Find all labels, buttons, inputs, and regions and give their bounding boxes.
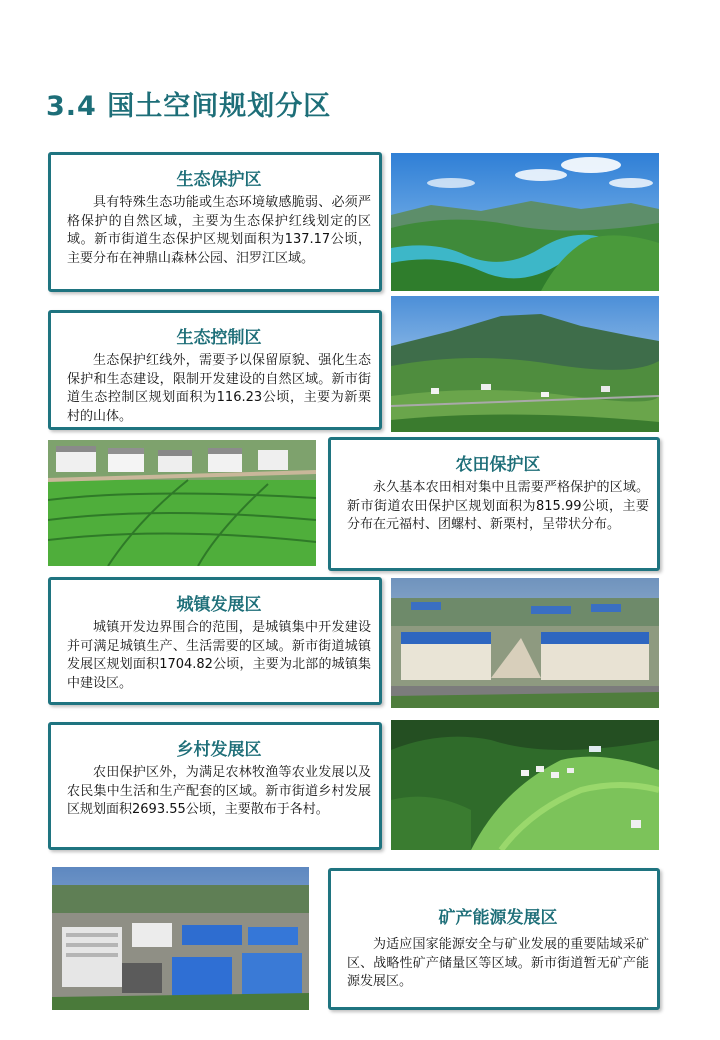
- zone-description: 为适应国家能源安全与矿业发展的重要陆域采矿区、战略性矿产储量区等区域。新市街道暂无矿产能源发展区。: [347, 937, 649, 989]
- zone-heading: 农田保护区: [455, 455, 541, 475]
- zone-card-urban-development: [48, 577, 382, 705]
- zone-heading: 城镇发展区: [176, 595, 262, 615]
- photo-terraced-farmland: [48, 440, 316, 566]
- zone-description: 生态保护红线外，需要予以保留原貌、强化生态保护和生态建设，限制开发建设的自然区域。新市街道生态控制区规划面积为116.23公顷，主要为新栗村的山体。: [67, 353, 371, 424]
- photo-mountain-village: [391, 296, 659, 432]
- zone-card-ecological-control: [48, 310, 382, 430]
- zone-heading: 矿产能源发展区: [438, 908, 558, 928]
- photo-rural-valley: [391, 720, 659, 850]
- page-title: 3.4 国土空间规划分区: [46, 91, 332, 122]
- zone-card-mineral-energy: [328, 868, 660, 1010]
- photo-urban-complex: [391, 578, 659, 708]
- photo-industrial-park: [52, 867, 309, 1010]
- zone-description: 农田保护区外，为满足农林牧渔等农业发展以及农民集中生活和生产配套的区域。新市街道乡村发展区规划面积2693.55公顷，主要散布于各村。: [67, 765, 371, 817]
- zone-card-ecological-protection: [48, 152, 382, 292]
- photo-river-valley: [391, 153, 659, 291]
- zone-description: 永久基本农田相对集中且需要严格保护的区域。新市街道农田保护区规划面积为815.99公顷，主要分布在元福村、团螺村、新栗村，呈带状分布。: [347, 480, 649, 532]
- zone-heading: 生态控制区: [176, 328, 262, 348]
- zone-description: 城镇开发边界围合的范围，是城镇集中开发建设并可满足城镇生产、生活需要的区域。新市街道城镇发展区规划面积1704.82公顷，主要为北部的城镇集中建设区。: [67, 620, 371, 691]
- zone-card-rural-development: [48, 722, 382, 850]
- zone-card-farmland-protection: [328, 437, 660, 571]
- zone-heading: 乡村发展区: [176, 740, 262, 760]
- zone-heading: 生态保护区: [176, 170, 262, 190]
- zone-description: 具有特殊生态功能或生态环境敏感脆弱、必须严格保护的自然区域，主要为生态保护红线划定的区域。新市街道生态保护区规划面积为137.17公顷，主要分布在神鼎山森林公园、汨罗江区域。: [67, 195, 371, 266]
